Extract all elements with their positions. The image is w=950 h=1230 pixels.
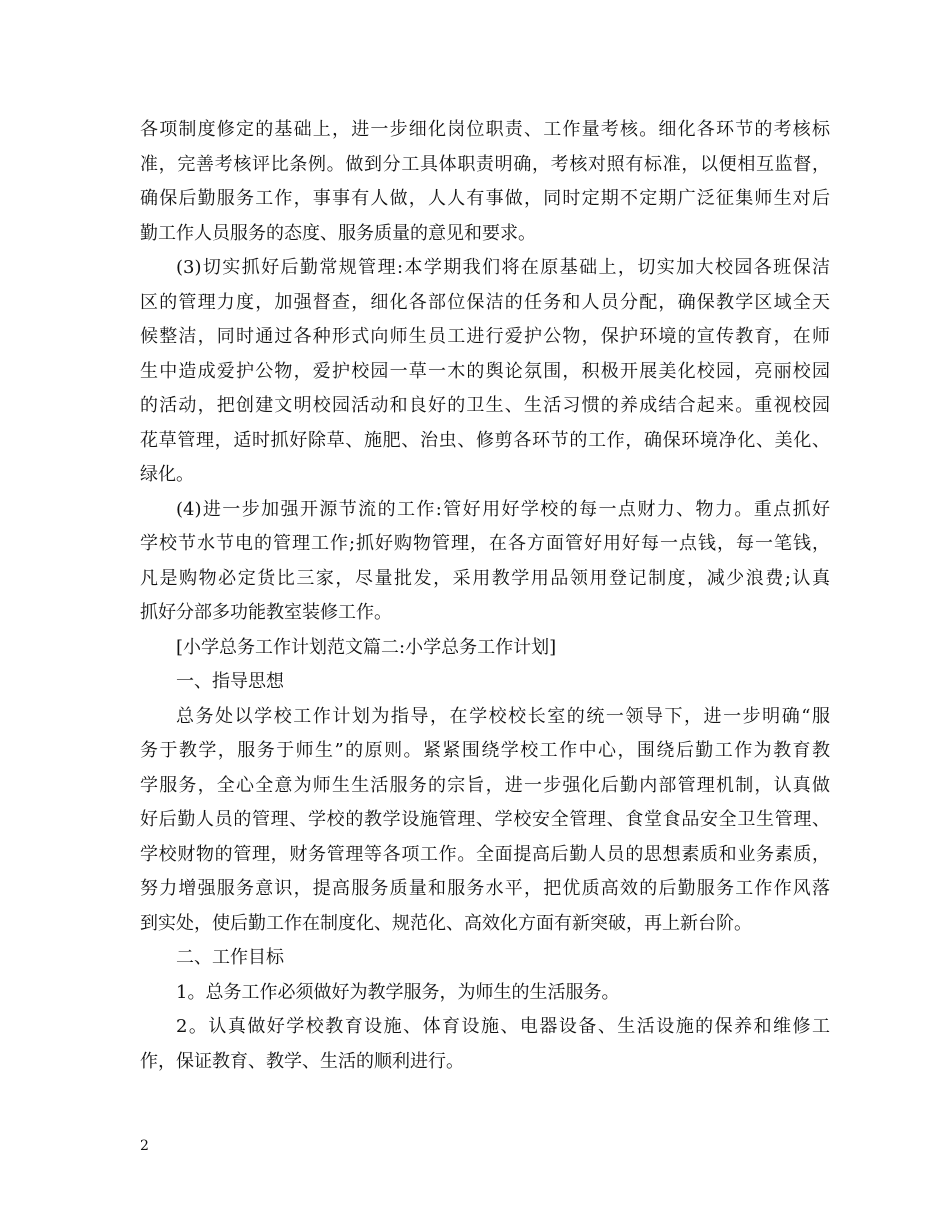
text-line: 勤工作人员服务的态度、服务质量的意见和要求。 (140, 222, 536, 244)
text-line: 区的管理力度，加强督查，细化各部位保洁的任务和人员分配，确保教学区域全天 (140, 291, 830, 313)
text-line: 准，完善考核评比条例。做到分工具体职责明确，考核对照有标准，以便相互监督， (140, 153, 830, 175)
text-line: 抓好分部多功能教室装修工作。 (140, 602, 392, 623)
text-line: 绿化。 (140, 464, 194, 485)
text-line: 好后勤人员的管理、学校的教学设施管理、学校安全管理、食堂食品安全卫生管理、 (140, 809, 830, 830)
text-line: 候整洁，同时通过各种形式向师生员工进行爱护公物，保护环境的宣传教育，在师 (140, 326, 830, 347)
text-line: 生中造成爱护公物，爱护校园一草一木的舆论氛围，积极开展美化校园，亮丽校园 (140, 360, 830, 382)
list-item: 1。总务工作必须做好为教学服务，为师生的生活服务。 (176, 981, 620, 1003)
text-line: 的活动，把创建文明校园活动和良好的卫生、生活习惯的养成结合起来。重视校园 (140, 395, 830, 416)
page-number: 2 (140, 1138, 149, 1154)
text-line: 到实处，使后勤工作在制度化、规范化、高效化方面有新突破，再上新台阶。 (140, 912, 752, 934)
list-item: 2。认真做好学校教育设施、体育设施、电器设备、生活设施的保养和维修工 (176, 1016, 830, 1037)
section-title: [小学总务工作计划范文篇二:小学总务工作计划] (176, 636, 557, 658)
text-line: 花草管理，适时抓好除草、施肥、治虫、修剪各环节的工作，确保环境净化、美化、 (140, 429, 830, 451)
document-body (140, 113, 830, 1079)
text-line: 学服务，全心全意为师生生活服务的宗旨，进一步强化后勤内部管理机制，认真做 (140, 774, 830, 796)
section-heading: 一、指导思想 (176, 671, 284, 692)
text-line: 学校财物的管理，财务管理等各项工作。全面提高后勤人员的思想素质和业务素质， (140, 843, 830, 865)
text-line: 凡是购物必定货比三家，尽量批发，采用教学用品领用登记制度，减少浪费;认真 (140, 567, 830, 589)
text-line: 各项制度修定的基础上，进一步细化岗位职责、工作量考核。细化各环节的考核标 (140, 119, 830, 140)
text-line: 务于教学，服务于师生”的原则。紧紧围绕学校工作中心，围绕后勤工作为教育教 (140, 740, 830, 761)
text-line: 作，保证教育、教学、生活的顺利进行。 (140, 1050, 464, 1072)
section-heading: 二、工作目标 (176, 947, 284, 968)
text-line: 努力增强服务意识，提高服务质量和服务水平，把优质高效的后勤服务工作作风落 (140, 878, 830, 899)
text-line: 确保后勤服务工作，事事有人做，人人有事做，同时定期不定期广泛征集师生对后 (140, 188, 830, 209)
text-line: 学校节水节电的管理工作;抓好购物管理，在各方面管好用好每一点钱，每一笔钱， (140, 533, 830, 554)
paragraph-start-line: (4)进一步加强开源节流的工作:管好用好学校的每一点财力、物力。重点抓好 (176, 498, 830, 520)
paragraph-start-line: (3)切实抓好后勤常规管理:本学期我们将在原基础上，切实加大校园各班保洁 (176, 257, 830, 278)
paragraph-start-line: 总务处以学校工作计划为指导，在学校校长室的统一领导下，进一步明确“服 (176, 705, 830, 727)
